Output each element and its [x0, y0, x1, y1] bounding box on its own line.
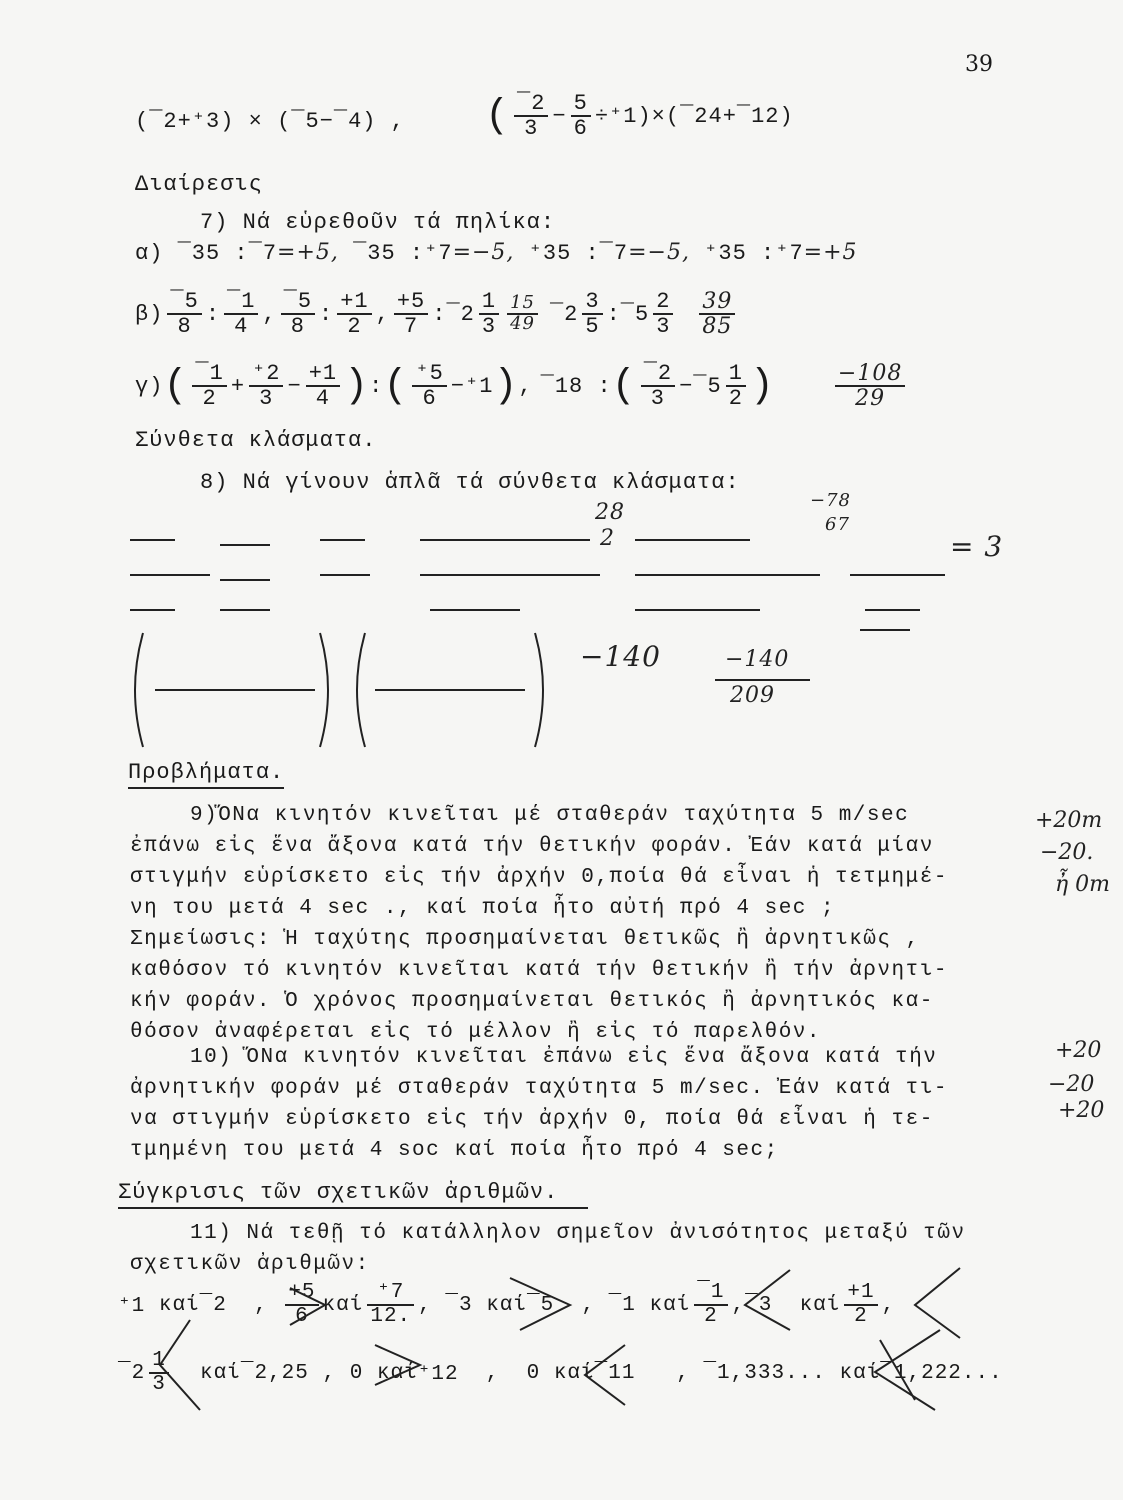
- text-line: καθόσον τό κινητόν κινεῖται κατά τήν θετικήν ἢ τήν ἀρνητι-: [130, 959, 948, 982]
- handwritten-answer: =−5,: [452, 240, 515, 265]
- numerator: ¯2: [517, 91, 546, 116]
- number: ¯5: [527, 1293, 555, 1317]
- numerator: −108: [837, 361, 903, 386]
- number: ¯1,222...: [880, 1361, 1003, 1385]
- numerator: +1: [308, 361, 338, 386]
- number: ¯2: [199, 1293, 227, 1317]
- header-expression-1: (¯2+⁺3) × (¯5−¯4) ,: [135, 109, 405, 134]
- numerator: 3: [585, 289, 600, 314]
- handwritten-answer: +20m: [1035, 808, 1103, 833]
- number: ¯3: [745, 1293, 773, 1317]
- text-line: 11) Νά τεθῇ τό κατάλληλον σημεῖον ἀνισότητος μεταξύ τῶν: [190, 1222, 966, 1245]
- number: 0: [526, 1361, 541, 1385]
- number: ¯1,333...: [703, 1361, 826, 1385]
- section-heading-problems: Προβλήματα.: [128, 760, 284, 789]
- division-item: ¯18 :: [540, 373, 612, 399]
- text-line: 9)ὍΝα κινητόν κινεῖται μέ σταθεράν ταχύτητα 5 m/sec: [190, 804, 910, 827]
- division-item: ¯35 :¯7: [177, 241, 278, 266]
- operator: −⁺1: [450, 374, 494, 400]
- numerator: ¯2: [643, 361, 673, 386]
- division-item: ⁺35 :¯7: [528, 241, 629, 266]
- exercise-7c: γ) ( $\frac{¯1}{2}$ + $\frac{^+2}{3}$ − $\frac{+1}{4}$ ) : ( $\frac{^+5}{6}$ −⁺1 ) , ¯18 : ( $\frac{¯2}{3}$ −¯5 $\frac{1}{2}$ ) $\frac{-108}{29}$: [135, 362, 909, 410]
- numerator: 1: [152, 1349, 166, 1372]
- numerator: ¯1: [697, 1281, 725, 1304]
- handwritten-answer: −20: [1048, 1072, 1095, 1097]
- division-item: ¯35 :⁺7: [353, 241, 453, 266]
- numerator: ¯1: [227, 289, 256, 314]
- handwritten-answer: 2: [600, 526, 615, 551]
- denominator: 12.: [370, 1305, 412, 1329]
- denominator: 6: [295, 1305, 309, 1329]
- number: ¯3: [445, 1293, 473, 1317]
- operator: −: [552, 103, 567, 129]
- section-heading-comparison: Σύγκρισις τῶν σχετικῶν ἀριθμῶν.: [118, 1180, 588, 1209]
- numerator: 1: [481, 289, 497, 314]
- denominator: 85: [702, 314, 733, 340]
- item-label: α): [135, 241, 164, 266]
- numerator: +1: [847, 1281, 875, 1304]
- numerator: +5: [288, 1281, 316, 1304]
- numerator: ⁺2: [252, 361, 281, 386]
- handwritten-answer: +20: [1055, 1038, 1102, 1063]
- numerator: ⁺7: [377, 1281, 405, 1304]
- exercise-7b: β) $\frac{¯5}{8}$ : $\frac{¯1}{4}$ , $\frac{¯5}{8}$ : $\frac{+1}{2}$ , $\frac{+5}{7}$ :¯2 $\frac{1}{3}$ $\frac{15}{49}$ ¯2 $\frac{3}{5}$ :¯5 $\frac{2}{3}$ $\frac{39}{85}$: [135, 290, 739, 338]
- number: ⁺1: [118, 1295, 146, 1319]
- numerator: 39: [702, 289, 733, 314]
- text-line: Σημείωσις: Ἡ ταχύτης προσημαίνεται θετικῶς ἢ ἀρνητικῶς ,: [130, 928, 920, 951]
- handwritten-answer: 67: [825, 514, 850, 535]
- numerator: ⁺5: [415, 361, 444, 386]
- denominator: 3: [481, 314, 497, 340]
- denominator: 3: [650, 386, 665, 412]
- page-number: 39: [965, 52, 993, 77]
- whole-part: ¯2: [549, 301, 579, 327]
- denominator: 3: [656, 314, 671, 340]
- numerator: 5: [573, 91, 588, 116]
- denominator: 8: [177, 314, 192, 340]
- denominator: 49: [510, 313, 535, 335]
- numerator: ¯5: [170, 289, 199, 314]
- conjunction: καί: [553, 1361, 595, 1385]
- number: ⁺12: [417, 1363, 459, 1387]
- denominator: 3: [259, 386, 274, 412]
- whole-part: ¯2: [118, 1361, 146, 1385]
- section-heading-division: Διαίρεσις: [135, 172, 263, 197]
- handwritten-answer: −20.: [1040, 840, 1094, 865]
- numerator: +5: [396, 289, 426, 314]
- denominator: 2: [704, 1305, 718, 1329]
- text-line: 10) ὍΝα κινητόν κινεῖται ἐπάνω εἰς ἕνα ἄξονα κατά τήν: [190, 1046, 938, 1069]
- number: ¯11: [594, 1361, 636, 1385]
- expression-rest: ÷⁺1)×(¯24+¯12): [594, 104, 794, 130]
- number: 0: [349, 1361, 364, 1385]
- numerator: ¯1: [195, 361, 224, 386]
- exercise-8-title: 8) Νά γίνουν ἁπλᾶ τά σύνθετα κλάσματα:: [200, 470, 740, 495]
- text-line: σχετικῶν ἀριθμῶν:: [130, 1253, 370, 1276]
- denominator: 7: [403, 314, 419, 340]
- numerator: 15: [510, 292, 535, 314]
- conjunction: καί: [799, 1293, 841, 1317]
- handwritten-answer: =+5,: [277, 240, 339, 265]
- denominator: 8: [290, 314, 305, 340]
- conjunction: καί: [376, 1361, 418, 1385]
- conjunction: καί: [200, 1361, 241, 1385]
- denominator: 2: [728, 386, 743, 412]
- number: ¯1: [608, 1293, 636, 1317]
- handwritten-answer: 28: [595, 500, 625, 525]
- section-heading-compound-fractions: Σύνθετα κλάσματα.: [135, 428, 377, 453]
- number: ¯2,25: [240, 1361, 309, 1385]
- numerator: ¯5: [283, 289, 313, 314]
- handwritten-answer: −140: [725, 647, 790, 672]
- denominator: 3: [152, 1373, 166, 1397]
- text-line: θόσον ἀναφέρεται εἰς τό μέλλον ἢ εἰς τό παρελθόν.: [130, 1021, 822, 1044]
- handwritten-answer: −78: [810, 490, 851, 511]
- numerator: +1: [340, 289, 369, 314]
- item-label: β): [135, 301, 164, 327]
- whole-part: :¯2: [432, 301, 475, 327]
- conjunction: καί: [486, 1293, 528, 1317]
- text-line: στιγμήν εὑρίσκετο εἰς τήν ἀρχήν 0,ποία θά εἶναι ἡ τετμημέ-: [130, 866, 948, 889]
- handwritten-answer: =−5,: [628, 240, 690, 265]
- text-line: να στιγμήν εὑρίσκετο εἰς τήν ἀρχήν 0, ποία θά εἶναι ἡ τε-: [130, 1108, 934, 1131]
- text-line: νη του μετά 4 sec ., καί ποία ἦτο αὐτή πρό 4 sec ;: [130, 897, 836, 920]
- handwritten-answer: +20: [1058, 1098, 1105, 1123]
- item-label: γ): [135, 373, 164, 399]
- comparison-row-1: ⁺1 καί ¯2 , $\frac{+5}{6}$ καί $\frac{^+7}{12.}$ , ¯3 καί ¯5 , ¯1 καί $\frac{¯1}{2}$ , ¯3 καί $\frac{+1}{2}$ ,: [118, 1281, 896, 1329]
- denominator: 2: [347, 314, 362, 340]
- text-line: ἐπάνω εἰς ἕνα ἄξονα κατά τήν θετικήν φοράν. Ἐάν κατά μίαν: [130, 835, 934, 858]
- comparison-row-2: ¯2 $\frac{1}{3}$ καί ¯2,25 , 0 καί ⁺12 , 0 καί ¯11 , ¯1,333... καί ¯1,222...: [118, 1349, 1003, 1397]
- denominator: 4: [315, 386, 330, 412]
- conjunction: καί: [649, 1293, 691, 1317]
- conjunction: καί: [322, 1293, 364, 1317]
- denominator: 6: [573, 116, 588, 142]
- text-line: τμημένη του μετά 4 soc καί ποία ἦτο πρό 4 sec;: [130, 1139, 779, 1162]
- exercise-7-title: 7) Νά εὑρεθοῦν τά πηλίκα:: [200, 210, 556, 235]
- text-line: κήν φοράν. Ὁ χρόνος προσημαίνεται θετικός ἢ ἀρνητικός κα-: [130, 990, 934, 1013]
- denominator: 5: [585, 314, 600, 340]
- handwritten-answer: =+5: [803, 240, 858, 265]
- paren: (: [485, 93, 511, 139]
- handwritten-answer: 209: [730, 683, 775, 708]
- whole-part: −¯5: [679, 373, 722, 399]
- denominator: 2: [854, 1305, 868, 1329]
- numerator: 1: [728, 361, 743, 386]
- denominator: 2: [202, 386, 217, 412]
- division-item: ⁺35 :⁺7: [704, 241, 804, 266]
- conjunction: καί: [839, 1361, 881, 1385]
- denominator: 3: [524, 116, 539, 142]
- conjunction: καί: [158, 1293, 200, 1317]
- numerator: 2: [656, 289, 671, 314]
- handwritten-answer: ἦ 0m: [1055, 872, 1111, 897]
- denominator: 4: [234, 314, 249, 340]
- text-line: ἀρνητικήν φοράν μέ σταθεράν ταχύτητα 5 m/sec. Ἐάν κατά τι-: [130, 1077, 948, 1100]
- handwritten-answer: −140: [580, 640, 661, 673]
- whole-part: :¯5: [606, 301, 650, 327]
- denominator: 6: [422, 386, 437, 412]
- handwritten-answer: = 3: [950, 530, 1004, 563]
- denominator: 29: [855, 386, 886, 412]
